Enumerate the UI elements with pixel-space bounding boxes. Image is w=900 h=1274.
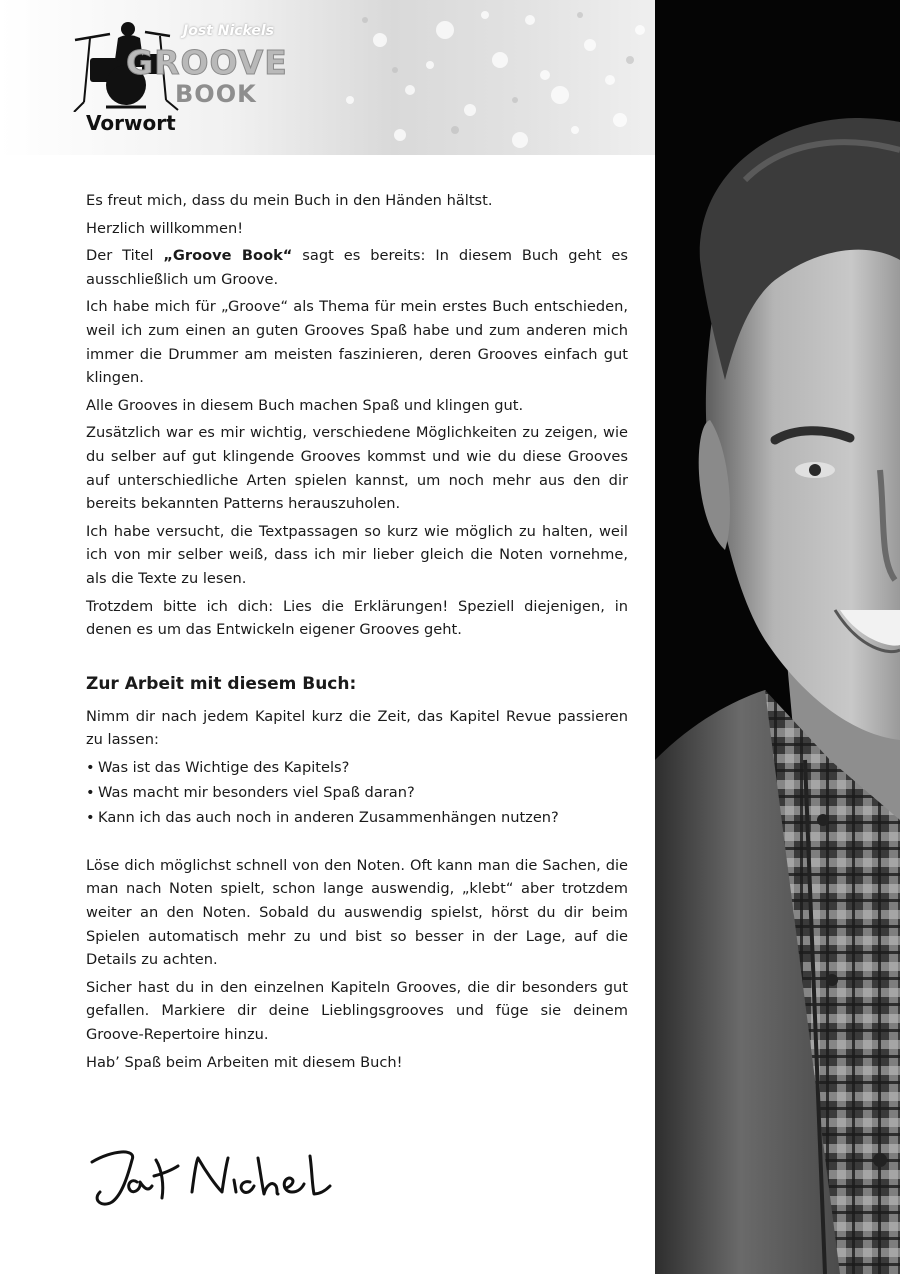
closing-line: Hab’ Spaß beim Arbeiten mit diesem Buch! [86, 1053, 403, 1071]
section-intro: Nimm dir nach jedem Kapitel kurz die Zeit, das Kapitel Revue passieren zu lassen: [86, 707, 628, 749]
paragraph-favorites: Sicher hast du in den einzelnen Kapiteln Grooves, die dir besonders gut gefallen. Markiere dir deine Lieblingsgrooves und füge sie deinem Groove-Repertoire hinzu. [86, 978, 628, 1044]
paragraph-all-grooves: Alle Grooves in diesem Buch machen Spaß und klingen gut. [86, 396, 524, 414]
list-item: • Was ist das Wichtige des Kapitels? [86, 756, 628, 780]
section-heading: Zur Arbeit mit diesem Buch: [86, 673, 357, 694]
spacer [86, 831, 628, 854]
paragraph-possibilities: Zusätzlich war es mir wichtig, verschiedene Möglichkeiten zu zeigen, wie du selber auf gut klingende Grooves kommst und wie du diese Grooves auf unterschiedliche Arten spielen kannst, um noch mehr aus den dir bereits bekannten Patterns herauszuholen. [86, 424, 628, 513]
author-portrait-image [655, 0, 900, 1274]
paragraph-short-texts: Ich habe versucht, die Textpassagen so kurz wie möglich zu halten, weil ich von mir selber weiß, dass ich mir lieber gleich die Noten vornehme, als die Texte zu lesen. [86, 522, 628, 587]
intro-paragraph-1: Es freut mich, dass du mein Buch in den Händen hältst. [86, 192, 493, 209]
paragraph-groove-theme: Ich habe mich für „Groove“ als Thema für mein erstes Buch entschieden, weil ich zum einen an guten Grooves Spaß habe und zum anderen mich immer die Drummer am meisten faszinieren, deren Grooves einfach gut klingen. [86, 298, 628, 387]
list-item: • Kann ich das auch noch in anderen Zusammenhängen nutzen? [86, 806, 628, 830]
groove-book-logo [70, 12, 290, 112]
logo-book-text: BOOK [175, 80, 257, 108]
foreword-text [86, 189, 628, 1078]
intro-paragraph-2: Herzlich willkommen! [86, 219, 244, 237]
logo-groove-text: GROOVE [126, 43, 288, 82]
title-paragraph-after: sagt es bereits: In diesem Buch geht es ausschließlich um Groove. [86, 247, 628, 288]
book-title-bold: „Groove Book“ [163, 247, 293, 265]
page-title: Vorwort [86, 111, 176, 135]
paragraph-read-explanations: Trotzdem bitte ich dich: Lies die Erklärungen! Speziell diejenigen, in denen es um das Entwickeln eigener Grooves geht. [86, 597, 628, 639]
paragraph-memorize: Löse dich möglichst schnell von den Noten. Oft kann man die Sachen, die man nach Noten spielt, schon lange auswendig, „klebt“ aber trotzdem weiter an den Noten. Sobald du auswendig spielst, hörst du dir beim Spielen automatisch mehr zu und bist so besser in der Lage, auf die Details zu achten. [86, 856, 628, 969]
page-header [0, 0, 655, 155]
title-paragraph [86, 244, 628, 291]
logo-author-text: Jost Nickels [183, 23, 274, 39]
reflection-list [86, 756, 628, 830]
title-paragraph-before: Der Titel [86, 247, 164, 265]
list-item: • Was macht mir besonders viel Spaß daran? [86, 781, 628, 805]
author-photo [655, 0, 900, 1274]
handwritten-signature [82, 1140, 332, 1215]
